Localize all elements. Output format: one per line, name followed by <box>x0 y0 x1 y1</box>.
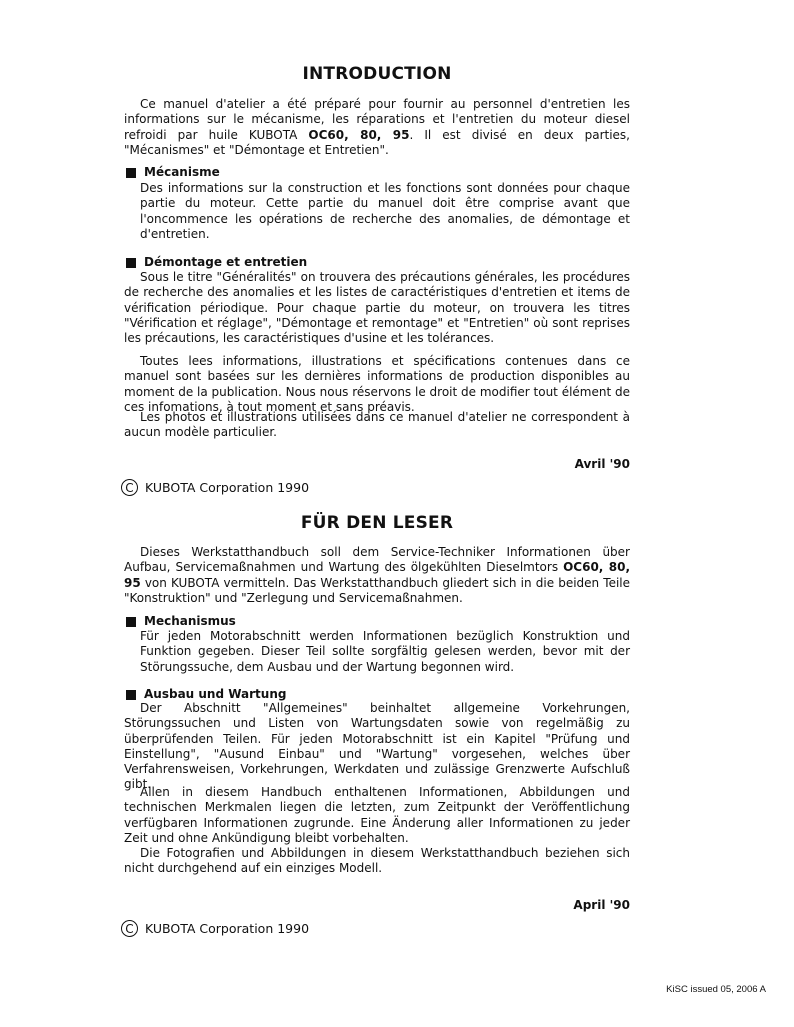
french-section-mecanisme-text: Des informations sur la construction et les fonctions sont données pour chaque partie du moteur. Cette partie du manuel doit être comprise avant que l'oncommence les opérations de recherche des anomalies, de démontage et d'entretien. <box>140 181 630 241</box>
german-section-ausbau-text: Der Abschnitt "Allgemeines" beinhaltet allgemeine Vorkehrungen, Störungssuchen und Listen von Wartungsdaten sowie von regelmäßig zu überprüfenden Teilen. Für jeden Motorabschnitt ist ein Kapitel "Prüfung und Einstellung", "Ausund Einbau" und "Wartung" vorgesehen, welches über Verfahrensweisen, Vorkehrungen, Werkdaten und zulässige Grenzwerte Aufschluß gibt. <box>124 701 630 792</box>
footer-issue-note: KiSC issued 05, 2006 A <box>666 984 766 995</box>
german-model-numbers: OC60, 80, 95 <box>124 560 630 590</box>
german-copyright: C KUBOTA Corporation 1990 <box>121 920 309 937</box>
german-information-paragraph: Allen in diesem Handbuch enthaltenen Informationen, Abbildungen und technischen Merkmalen liegen die letzten, zum Zeitpunkt der Veröffentlichung verfügbaren Informationen zugrunde. Eine Änderung aller Informationen zu jeder Zeit und ohne Ankündigung bleibt vorbehalten. <box>124 785 630 845</box>
french-section-demontage-heading: Démontage et entretien <box>124 255 307 270</box>
square-bullet-icon <box>126 168 136 178</box>
square-bullet-icon <box>126 617 136 627</box>
copyright-icon: C <box>121 479 138 496</box>
german-title: FÜR DEN LESER <box>300 513 454 533</box>
german-photos-paragraph: Die Fotografien und Abbildungen in diesem Werkstatthandbuch beziehen sich nicht durchgehend auf ein einziges Modell. <box>124 846 630 876</box>
german-section-ausbau-heading: Ausbau und Wartung <box>124 687 286 702</box>
french-information-paragraph: Toutes lees informations, illustrations et spécifications contenues dans ce manuel sont basées sur les dernières informations de production disponibles au moment de la publication. Nous nous réservons le droit de modifier tout élément de ces infomations, à tout moment et sans préavis. <box>124 354 630 414</box>
german-intro-paragraph: Dieses Werkstatthandbuch soll dem Service-Techniker Informationen über Aufbau, Servicemaßnahmen und Wartung des ölgekühlten Dieselmtors OC60, 80, 95 von KUBOTA vermitteln. Das Werkstatthandbuch gliedert sich in die beiden Teile "Konstruktion" und "Zerlegung und Servicemaßnahmen. <box>124 545 630 605</box>
copyright-icon: C <box>121 920 138 937</box>
french-title: INTRODUCTION <box>302 64 452 84</box>
french-copyright: C KUBOTA Corporation 1990 <box>121 479 309 496</box>
german-date: April '90 <box>573 898 630 912</box>
square-bullet-icon <box>126 258 136 268</box>
french-photos-paragraph: Les photos et illustrations utilisées dans ce manuel d'atelier ne correspondent à aucun modèle particulier. <box>124 410 630 440</box>
french-section-mecanisme-heading: Mécanisme <box>124 165 220 180</box>
square-bullet-icon <box>126 690 136 700</box>
german-section-mechanismus-heading: Mechanismus <box>124 614 236 629</box>
german-section-mechanismus-text: Für jeden Motorabschnitt werden Informationen bezüglich Konstruktion und Funktion gegeben. Dieser Teil sollte sorgfältig gelesen werden, bevor mit der Störungssuche, dem Ausbau und der Wartung begonnen wird. <box>140 629 630 674</box>
french-date: Avril '90 <box>574 457 630 471</box>
french-model-numbers: OC60, 80, 95 <box>308 127 410 142</box>
french-section-demontage-text: Sous le titre "Généralités" on trouvera des précautions générales, les procédures de recherche des anomalies et les listes de caractéristiques d'entretien et items de vérification périodique. Pour chaque partie du moteur, on trouvera les titres "Vérification et réglage", "Démontage et remontage" et "Entretien" où sont reprises les précautions, les caractéristiques d'usine et les tolérances. <box>124 270 630 346</box>
french-intro-paragraph: Ce manuel d'atelier a été préparé pour fournir au personnel d'entretien les informations sur le mécanisme, les réparations et l'entretien du moteur diesel refroidi par huile KUBOTA OC60, 80, 95. Il est divisé en deux parties, "Mécanismes" et "Démontage et Entretien". <box>124 97 631 157</box>
